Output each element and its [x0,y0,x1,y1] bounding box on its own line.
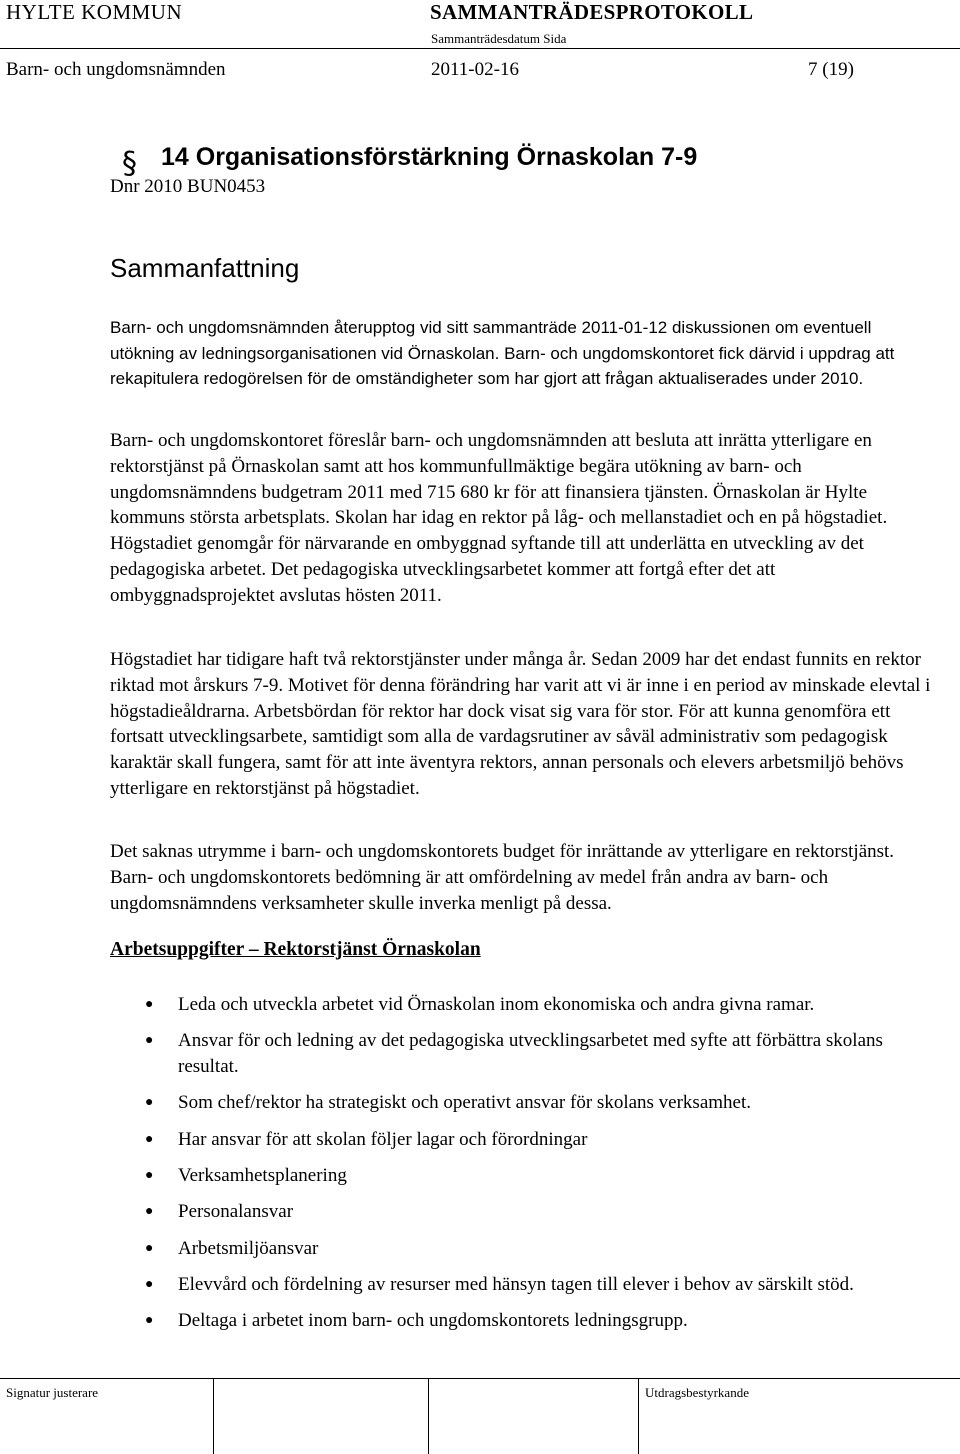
header-divider [0,48,960,49]
page-number: 7 (19) [808,59,854,80]
list-item: ● Ansvar för och ledning av det pedagogiska utvecklingsarbetet med syfte att förbättra skolans resultat. [145,1030,883,1078]
summary-paragraph-3: Högstadiet har tidigare haft två rektorstjänster under många år. Sedan 2009 har det endast funnits en rektor riktad mot årskurs 7-9. Motivet för denna förändring har varit att vi är inne i en period av minskade elevtal i högstadieåldrarna. Arbetsbördan för rektor har dock visat sig vara för stor. För att kunna genomföra ett fortsatt utvecklingsarbete, samtidigt som alla de vardagsrutiner av såväl administrativ som pedagogisk karaktär skall fungera, samt för att inte äventyra rektors, annan personals och elevers arbetsmiljö behövs ytterligare en rektorstjänst på högstadiet. [110,649,931,799]
bullet-icon: ● [145,1204,154,1220]
list-item: ● Arbetsmiljöansvar [110,1236,940,1262]
summary-heading: Sammanfattning [110,253,300,283]
footer-cell-border [428,1378,429,1454]
section-title: 14 Organisationsförstärkning Örnaskolan 7-9 [161,143,698,171]
bullet-icon: ● [145,1240,154,1256]
list-item: ● Har ansvar för att skolan följer lagar och förordningar [110,1127,940,1153]
summary-paragraph-4: Det saknas utrymme i barn- och ungdomskontorets budget för inrättande av ytterligare en rektorstjänst. Barn- och ungdomskontorets bedömning är att omfördelning av medel från andra av barn- och ungdomsnämndens verksamheter skulle inverka menligt på dessa. [110,841,895,914]
document-type: SAMMANTRÄDESPROTOKOLL [430,0,754,24]
footer-divider [0,1378,960,1379]
footer-cell-border [213,1378,214,1454]
committee-name: Barn- och ungdomsnämnden [6,59,226,80]
bullet-icon: ● [145,1276,154,1292]
signature-label: Signatur justerare [6,1385,99,1400]
list-item: ● Elevvård och fördelning av resurser med hänsyn tagen till elever i behov av särskilt stöd. [110,1272,940,1298]
case-number: Dnr 2010 BUN0453 [110,176,266,197]
tasks-list [110,992,940,1344]
bullet-icon: ● [145,997,154,1012]
bullet-icon: ● [145,1131,154,1147]
summary-paragraph-1: Barn- och ungdomsnämnden återupptog vid sitt sammanträde 2011-01-12 diskussionen om eventuell utökning av ledningsorganisationen vid Örnaskolan. Barn- och ungdomskontoret fick därvid i uppdrag att rekapitulera redogörelsen för de omständigheter som har gjort att frågan aktualiserades under 2010. [110,318,895,388]
meeting-date: 2011-02-16 [431,59,519,80]
list-item: ● Personalansvar [110,1199,940,1225]
bullet-icon: ● [145,1167,154,1183]
tasks-heading: Arbetsuppgifter – Rektorstjänst Örnaskolan [110,939,481,960]
bullet-icon: ● [145,1095,154,1111]
bullet-icon: ● [145,1033,154,1049]
extract-certification-label: Utdragsbestyrkande [645,1385,749,1400]
footer-cell-border [638,1378,639,1454]
section-symbol: § [122,146,137,181]
list-item: ● Verksamhetsplanering [110,1163,940,1189]
list-item: ● Som chef/rektor ha strategiskt och operativt ansvar för skolans verksamhet. [110,1090,940,1116]
list-item: ● Leda och utveckla arbetet vid Örnaskolan inom ekonomiska och andra givna ramar. [110,992,940,1018]
list-item: ● Deltaga i arbetet inom barn- och ungdomskontorets ledningsgrupp. [110,1308,940,1334]
header-sub-labels: Sammanträdesdatum Sida [431,31,567,46]
bullet-icon: ● [145,1313,154,1329]
organization-name: HYLTE KOMMUN [6,0,183,24]
summary-paragraph-2: Barn- och ungdomskontoret föreslår barn- och ungdomsnämnden att besluta att inrätta ytterligare en rektorstjänst på Örnaskolan samt att hos kommunfullmäktige begära utökning av barn- och ungdomsnämndens budgetram 2011 med 715 680 kr för att finansiera tjänsten. Örnaskolan är Hylte kommuns största arbetsplats. Skolan har idag en rektor på låg- och mellanstadiet och en på högstadiet. Högstadiet genomgår för närvarande en ombyggnad syftande till att underlätta en utveckling av det pedagogiska arbetet. Det pedagogiska utvecklingsarbetet kommer att fortgå efter det att ombyggnadsprojektet avslutas hösten 2011. [110,430,888,606]
